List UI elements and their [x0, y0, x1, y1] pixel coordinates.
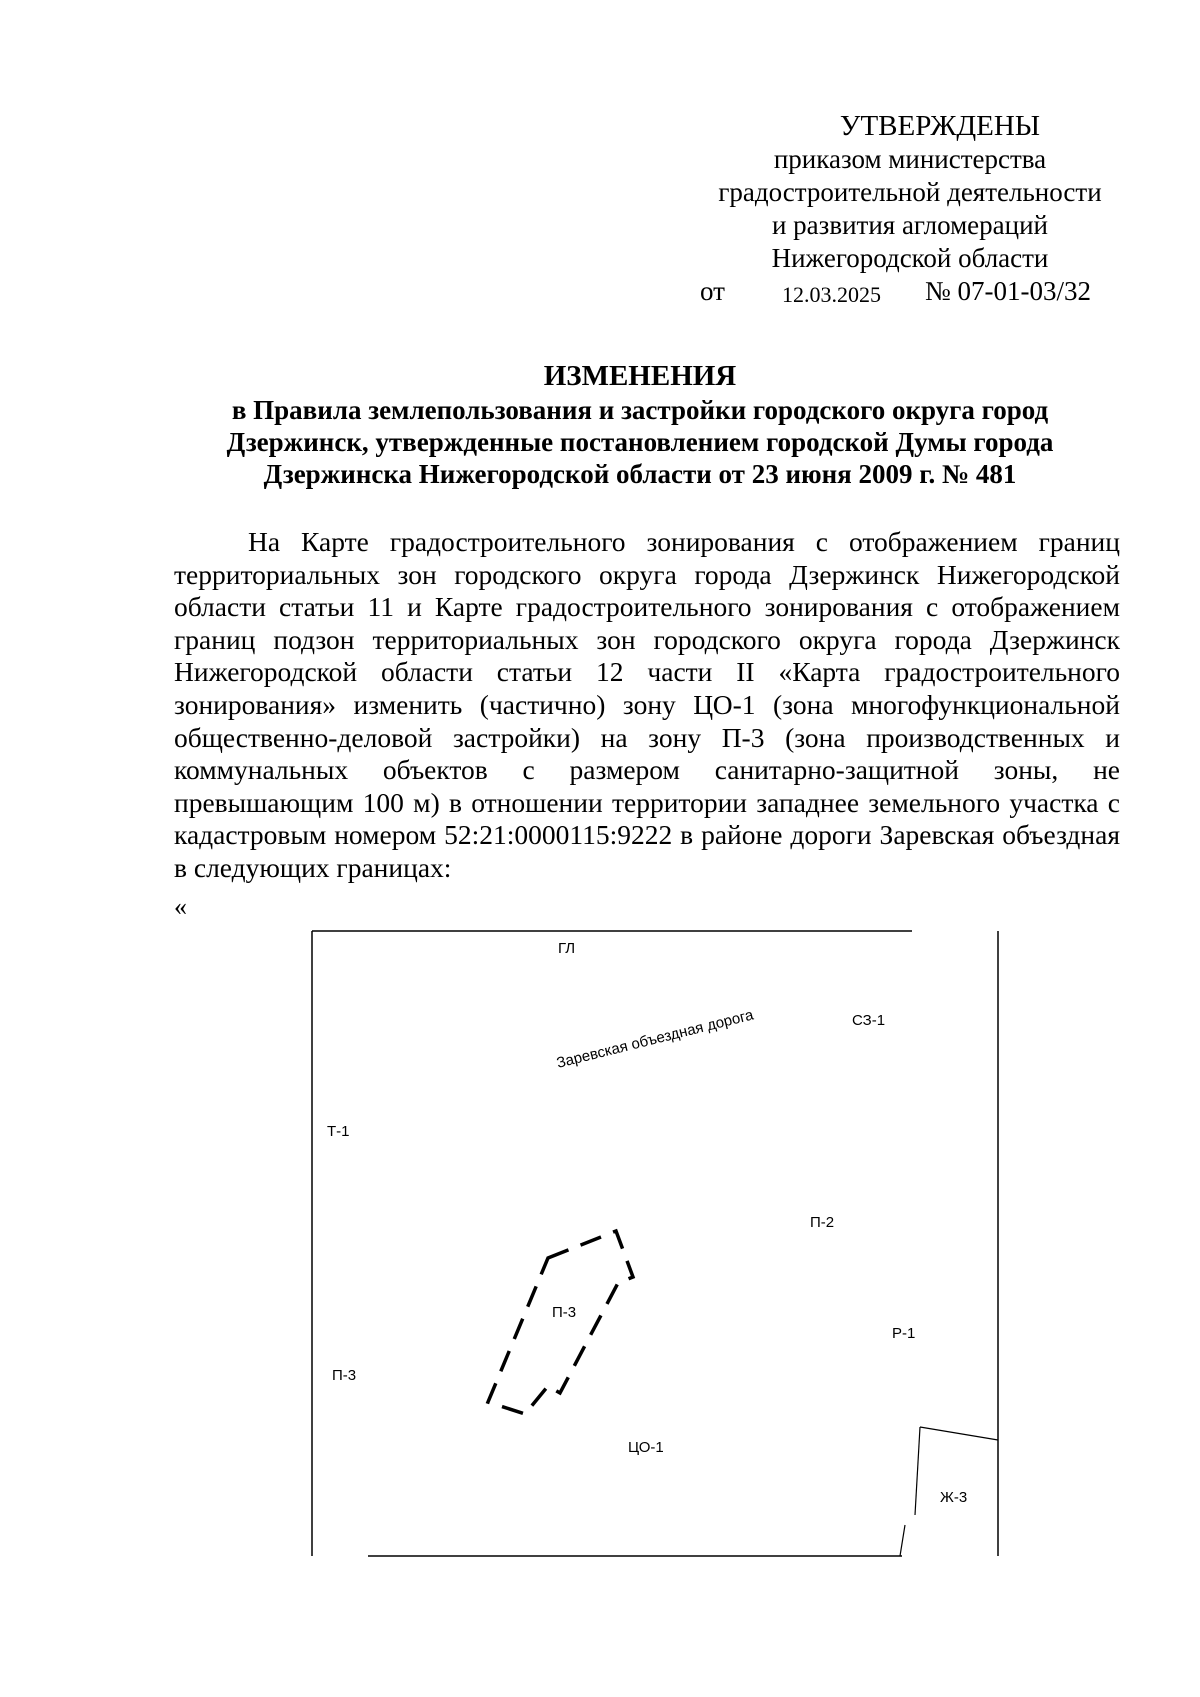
- approval-date: 12.03.2025: [782, 282, 881, 307]
- approval-number: № 07-01-03/32: [925, 276, 1091, 306]
- approval-ot: от: [700, 276, 725, 306]
- label-p3-inner: П-3: [552, 1304, 577, 1321]
- approval-line-3: и развития агломераций: [771, 210, 1048, 240]
- p3-change-boundary: [488, 1231, 633, 1414]
- label-p3-left: П-3: [332, 1367, 357, 1384]
- approval-block: [680, 110, 1140, 315]
- zoning-map-svg: [300, 920, 1020, 1560]
- label-zh3: Ж-3: [940, 1489, 968, 1506]
- approval-line-2: градостроительной деятельности: [718, 177, 1102, 207]
- label-co1: ЦО-1: [628, 1439, 664, 1456]
- document-title: [160, 360, 1120, 490]
- label-t1: Т-1: [327, 1123, 350, 1140]
- zh3-boundary-top: [920, 1427, 998, 1440]
- approval-line-4: Нижегородской области: [771, 243, 1049, 273]
- title-sub-line-1: в Правила землепользования и застройки городского округа город: [231, 395, 1049, 425]
- title-sub-line-3: Дзержинска Нижегородской области от 23 июня 2009 г. № 481: [263, 459, 1017, 489]
- approval-line-1: приказом министерства: [773, 144, 1047, 174]
- title-sub-line-2: Дзержинск, утвержденные постановлением городской Думы города: [226, 427, 1054, 457]
- approval-heading: УТВЕРЖДЕНЫ: [839, 110, 1041, 142]
- zoning-map: [300, 920, 1020, 1560]
- label-sz1: СЗ-1: [852, 1012, 886, 1029]
- approval-date-row: [680, 275, 1140, 315]
- zh3-boundary-left: [915, 1427, 920, 1515]
- label-p2: П-2: [810, 1214, 835, 1231]
- title-main: ИЗМЕНЕНИЯ: [543, 360, 737, 392]
- quote-open: «: [174, 892, 187, 921]
- label-road: Заревская объездная дорога: [554, 1006, 756, 1072]
- label-r1: Р-1: [892, 1325, 916, 1342]
- zh3-boundary-low: [900, 1525, 905, 1556]
- body-paragraph: На Карте градостроительного зонирования с отображением границ территориальных зон городского округа города Дзержинск Нижегородской области статьи 11 и Карте градостроительного зонирования с отображением границ подзон территориальных зон городского округа города Дзержинск Нижегородской области статьи 12 части II «Карта градостроительного зонирования» изменить (частично) зону ЦО-1 (зона многофункциональной общественно-деловой застройки) на зону П-3 (зона производственных и коммунальных объектов с размером санитарно-защитной зоны, не превышающим 100 м) в отношении территории западнее земельного участка с кадастровым номером 52:21:0000115:9222 в районе дороги Заревская объездная в следующих границах:: [174, 526, 1120, 883]
- label-gl: ГЛ: [558, 940, 576, 957]
